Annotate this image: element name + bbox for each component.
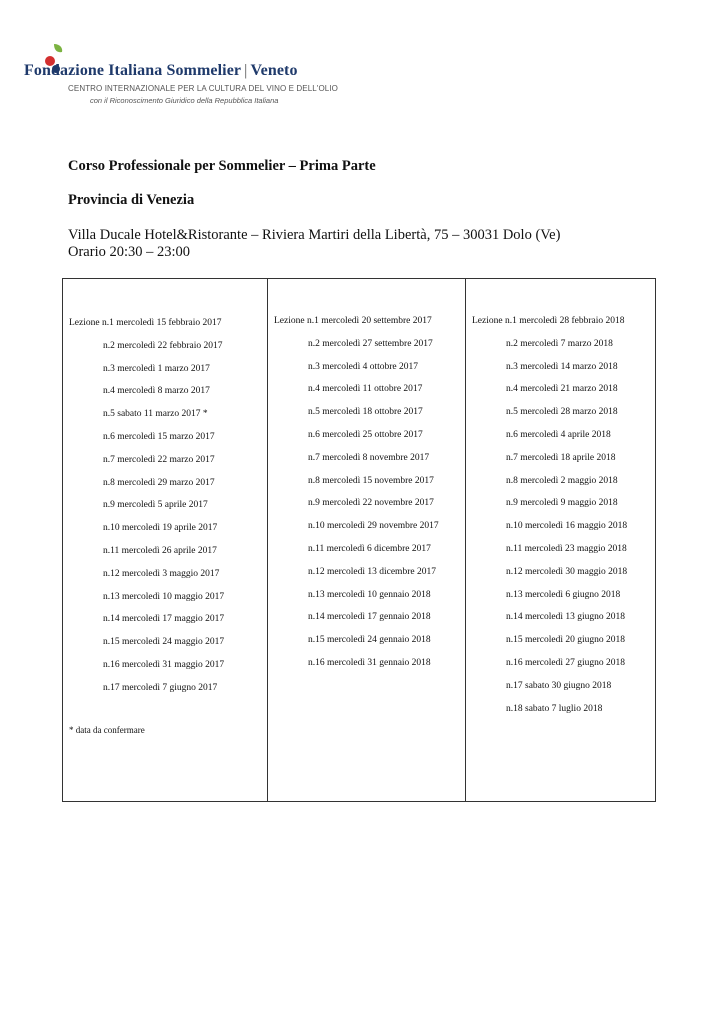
- lesson-entry: n.2 mercoledì 7 marzo 2018: [506, 338, 613, 349]
- lesson-entry: n.17 sabato 30 giugno 2018: [506, 680, 612, 691]
- lesson-entry: n.5 mercoledì 18 ottobre 2017: [308, 407, 423, 418]
- schedule-column-2017-spring: [63, 279, 268, 801]
- logo-separator: |: [244, 62, 248, 79]
- lesson-entry: n.3 mercoledì 1 marzo 2017: [103, 363, 210, 374]
- course-title: Corso Professionale per Sommelier – Prima Parte: [68, 158, 376, 174]
- lesson-entry: n.18 sabato 7 luglio 2018: [506, 703, 603, 714]
- schedule-column-2018: [466, 279, 655, 801]
- lesson-entry: n.14 mercoledì 17 maggio 2017: [103, 614, 225, 625]
- lesson-entry: n.11 mercoledì 6 dicembre 2017: [308, 544, 431, 554]
- tbc-footnote: * data da confermare: [69, 725, 145, 735]
- lesson-entry: n.6 mercoledì 25 ottobre 2017: [308, 430, 423, 440]
- lesson-entry: n.17 mercoledì 7 giugno 2017: [103, 682, 218, 693]
- logo-tagline: con il Riconoscimento Giuridico della Repubblica Italiana: [90, 96, 279, 105]
- lesson-entry: n.16 mercoledì 31 gennaio 2018: [308, 658, 431, 668]
- venue-address: Villa Ducale Hotel&Ristorante – Riviera Martiri della Libertà, 75 – 30031 Dolo (Ve): [68, 227, 561, 243]
- lesson-entry: n.10 mercoledì 19 aprile 2017: [103, 523, 218, 534]
- lesson-entry: n.8 mercoledì 29 marzo 2017: [103, 477, 215, 488]
- lesson-entry: Lezione n.1 mercoledì 15 febbraio 2017: [69, 318, 222, 328]
- lesson-entry: n.6 mercoledì 4 aprile 2018: [506, 430, 611, 440]
- lesson-entry: Lezione n.1 mercoledì 28 febbraio 2018: [472, 316, 625, 326]
- lesson-entry: n.4 mercoledì 8 marzo 2017: [103, 386, 210, 397]
- lesson-entry: n.15 mercoledì 24 gennaio 2018: [308, 635, 431, 646]
- logo-subtitle: CENTRO INTERNAZIONALE PER LA CULTURA DEL VINO E DELL'OLIO: [68, 84, 338, 93]
- lesson-hours: Orario 20:30 – 23:00: [68, 244, 191, 260]
- lesson-entry: n.12 mercoledì 3 maggio 2017: [103, 568, 220, 579]
- province-title: Provincia di Venezia: [68, 192, 195, 208]
- lesson-entry: n.16 mercoledì 27 giugno 2018: [506, 658, 625, 668]
- lesson-entry: n.2 mercoledì 27 settembre 2017: [308, 338, 433, 349]
- lesson-entry: n.6 mercoledì 15 marzo 2017: [103, 432, 215, 442]
- lesson-entry: n.7 mercoledì 8 novembre 2017: [308, 452, 430, 463]
- lesson-entry: n.3 mercoledì 14 marzo 2018: [506, 361, 618, 372]
- lesson-entry: n.8 mercoledì 15 novembre 2017: [308, 475, 434, 486]
- lesson-entry: n.5 sabato 11 marzo 2017 *: [103, 409, 208, 420]
- lesson-entry: n.13 mercoledì 6 giugno 2018: [506, 589, 621, 600]
- lesson-entry: n.14 mercoledì 17 gennaio 2018: [308, 612, 431, 623]
- lesson-entry: n.5 mercoledì 28 marzo 2018: [506, 407, 618, 418]
- logo-region: Veneto: [250, 62, 298, 79]
- logo-foundation-name: Fondazione Italiana Sommelier: [24, 62, 242, 79]
- lesson-entry: n.2 mercoledì 22 febbraio 2017: [103, 340, 223, 351]
- lesson-entry: n.9 mercoledì 22 novembre 2017: [308, 498, 434, 509]
- lesson-entry: n.12 mercoledì 13 dicembre 2017: [308, 566, 436, 577]
- lesson-entry: n.3 mercoledì 4 ottobre 2017: [308, 361, 419, 372]
- lesson-schedule-table: [62, 278, 656, 802]
- lesson-entry: n.13 mercoledì 10 gennaio 2018: [308, 589, 431, 600]
- lesson-entry: n.14 mercoledì 13 giugno 2018: [506, 612, 625, 623]
- lesson-entry: n.11 mercoledì 26 aprile 2017: [103, 546, 217, 556]
- lesson-entry: n.15 mercoledì 20 giugno 2018: [506, 635, 625, 646]
- lesson-entry: n.16 mercoledì 31 maggio 2017: [103, 660, 225, 670]
- schedule-column-2017-autumn: [268, 279, 466, 801]
- lesson-entry: n.8 mercoledì 2 maggio 2018: [506, 475, 618, 486]
- lesson-entry: n.4 mercoledì 21 marzo 2018: [506, 384, 618, 395]
- lesson-entry: n.15 mercoledì 24 maggio 2017: [103, 637, 225, 648]
- lesson-entry: n.7 mercoledì 22 marzo 2017: [103, 454, 215, 465]
- lesson-entry: n.11 mercoledì 23 maggio 2018: [506, 544, 627, 554]
- lesson-entry: n.7 mercoledì 18 aprile 2018: [506, 452, 616, 463]
- lesson-entry: n.12 mercoledì 30 maggio 2018: [506, 566, 628, 577]
- lesson-entry: Lezione n.1 mercoledì 20 settembre 2017: [274, 316, 432, 326]
- lesson-entry: n.9 mercoledì 9 maggio 2018: [506, 498, 618, 509]
- lesson-entry: n.4 mercoledì 11 ottobre 2017: [308, 384, 423, 395]
- lesson-entry: n.13 mercoledì 10 maggio 2017: [103, 591, 225, 602]
- logo-title: [24, 62, 298, 80]
- lesson-entry: n.10 mercoledì 16 maggio 2018: [506, 521, 628, 532]
- lesson-entry: n.10 mercoledì 29 novembre 2017: [308, 521, 439, 532]
- lesson-entry: n.9 mercoledì 5 aprile 2017: [103, 500, 208, 511]
